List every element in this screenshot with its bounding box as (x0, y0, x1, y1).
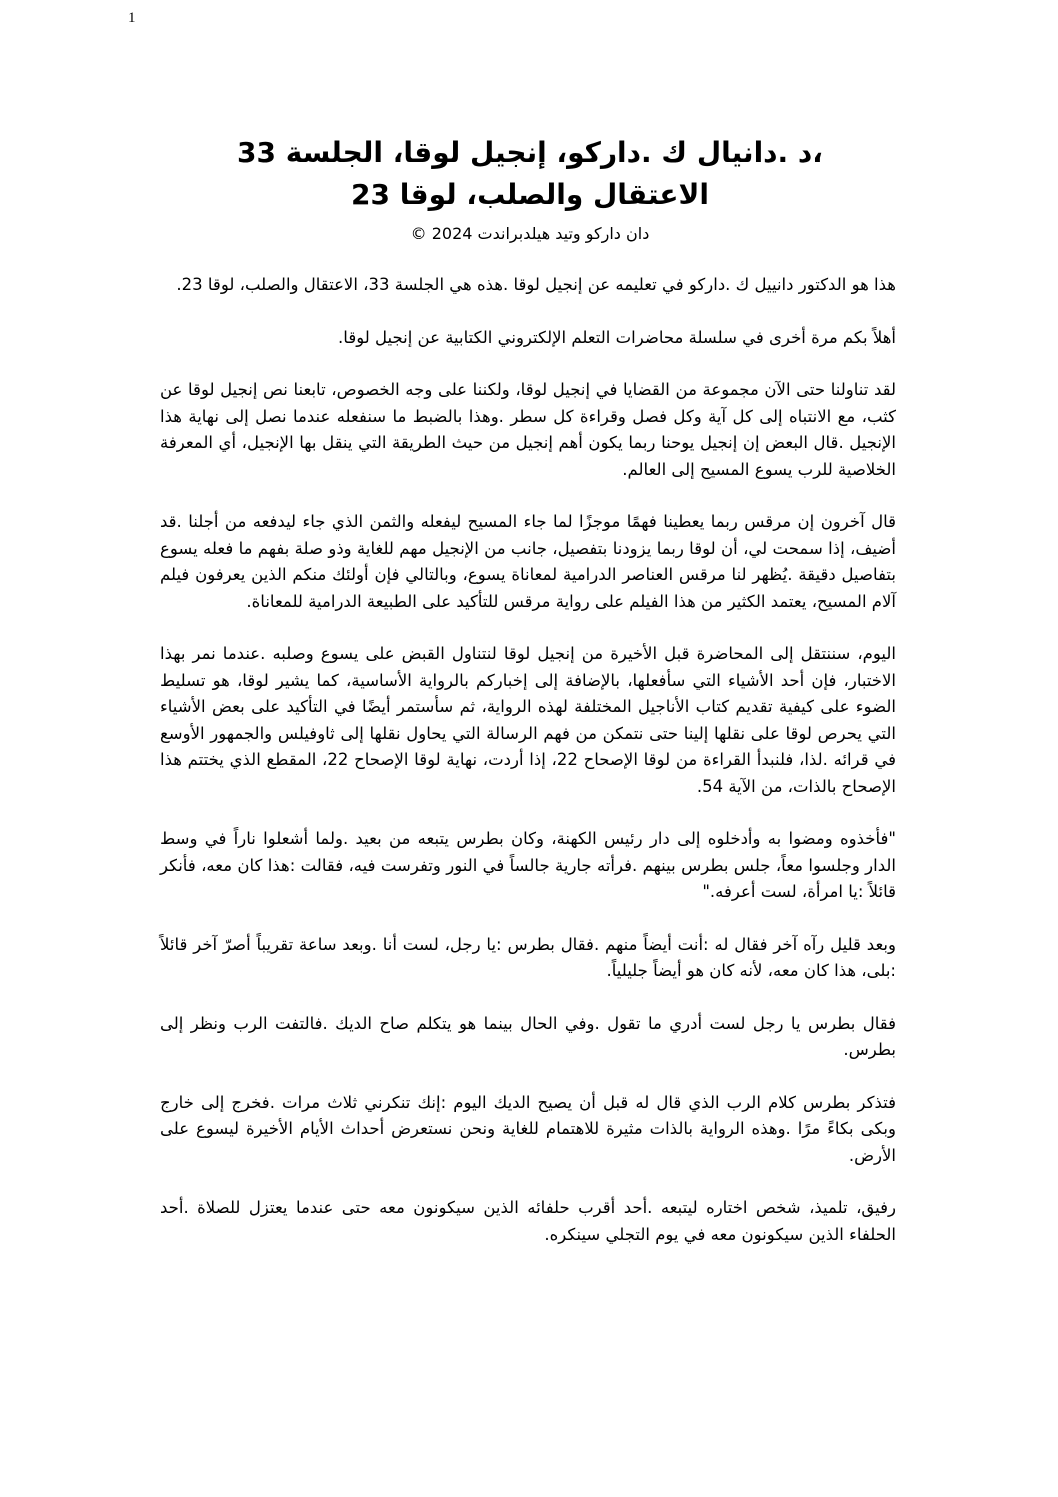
paragraph: قال آخرون إن مرقس ربما يعطينا فهمًا موجزًا لما جاء المسيح ليفعله والثمن الذي جاء ليدفعه من أجلنا .قد أضيف، إذا سمحت لي، أن لوقا ربما يزودنا بتفصيل، جانب من الإنجيل مهم للغاية وذو صلة بفهم ما فعله يسوع بتفاصيل دقيقة .يُظهر لنا مرقس العناصر الدرامية لمعاناة يسوع، وبالتالي فإن أولئك منكم الذين يعرفون فيلم آلام المسيح، يعتمد الكثير من هذا الفيلم على رواية مرقس للتأكيد على الطبيعة الدرامية للمعاناة. (160, 512, 896, 611)
copyright-line: دان داركو وتيد هيلدبراندت 2024 © (410, 224, 650, 243)
scripture-quote: "فأخذوه ومضوا به وأدخلوه إلى دار رئيس الكهنة، وكان بطرس يتبعه من بعيد .ولما أشعلوا ناراً في وسط الدار وجلسوا معاً، جلس بطرس بينهم .فرأته جارية جالساً في النور وتفرست فيه، فقالت :هذا كان معه، فأنكر قائلاً :يا امرأة، لست أعرفه." (160, 829, 896, 901)
paragraph: أهلاً بكم مرة أخرى في سلسلة محاضرات التعلم الإلكتروني الكتابية عن إنجيل لوقا. (338, 327, 896, 347)
paragraph: فقال بطرس يا رجل لست أدري ما تقول .وفي الحال بينما هو يتكلم صاح الديك .فالتفت الرب ونظر إلى بطرس. (160, 1013, 896, 1059)
page-number: 1 (128, 10, 136, 26)
paragraph: اليوم، سننتقل إلى المحاضرة قبل الأخيرة من إنجيل لوقا لنتناول القبض على يسوع وصلبه .عندما نمر بهذا الاختبار، فإن أحد الأشياء التي سأفعلها، بالإضافة إلى إخباركم بالرواية الأساسية، كما يشير لوقا، هو تسليط الضوء على كيفية تقديم كتاب الأناجيل المختلفة لهذه الرواية، ثم سأستمر أيضًا في التأكيد على بعض الأشياء التي يحرص لوقا على نقلها إلينا حتى نتمكن من فهم الرسالة التي يحاول نقلها إلى ثاوفيلس والجمهور الأوسع في قرائه .لذا، فلنبدأ القراءة من لوقا الإصحاح 22، إذا أردت، نهاية لوقا الإصحاح 22، المقطع الذي يختتم هذا الإصحاح بالذات، من الآية 54. (160, 644, 896, 796)
title-line-2: الاعتقال والصلب، لوقا 23 (351, 178, 709, 211)
document-body (160, 272, 896, 1274)
paragraph: رفيق، تلميذ، شخص اختاره ليتبعه .أحد أقرب حلفائه الذين سيكونون معه حتى عندما يعتزل للصلاة .أحد الحلفاء الذين سيكونون معه في يوم التجلي سينكره. (160, 1198, 896, 1244)
paragraph: فتذكر بطرس كلام الرب الذي قال له قبل أن يصيح الديك اليوم :إنك تنكرني ثلاث مرات .فخرج إلى خارج وبكى بكاءً مرًا .وهذه الرواية بالذات مثيرة للاهتمام للغاية ونحن نستعرض أحداث الأيام الأخيرة ليسوع على الأرض. (160, 1092, 896, 1165)
paragraph: لقد تناولنا حتى الآن مجموعة من القضايا في إنجيل لوقا، ولكننا على وجه الخصوص، تابعنا نص إنجيل لوقا عن كثب، مع الانتباه إلى كل آية وكل فصل وقراءة كل سطر .وهذا بالضبط ما سنفعله عندما نصل إلى نهاية هذا الإنجيل .قال البعض إن إنجيل يوحنا ربما يكون أهم إنجيل من حيث الطريقة التي ينقل بها الإنجيل، أي المعرفة الخلاصية للرب يسوع المسيح إلى العالم. (160, 380, 896, 479)
paragraph: وبعد قليل رآه آخر فقال له :أنت أيضاً منهم .فقال بطرس :يا رجل، لست أنا .وبعد ساعة تقريباً أصرّ آخر قائلاً :بلى، هذا كان معه، لأنه كان هو أيضاً جليلياً. (160, 934, 896, 980)
title-line-1: ،د .دانيال ك .داركو، إنجيل لوقا، الجلسة 33 (237, 136, 823, 169)
paragraph: هذا هو الدكتور دانييل ك .داركو في تعليمه عن إنجيل لوقا .هذه هي الجلسة 33، الاعتقال والصلب، لوقا 23. (176, 275, 896, 294)
document-title (150, 132, 910, 216)
